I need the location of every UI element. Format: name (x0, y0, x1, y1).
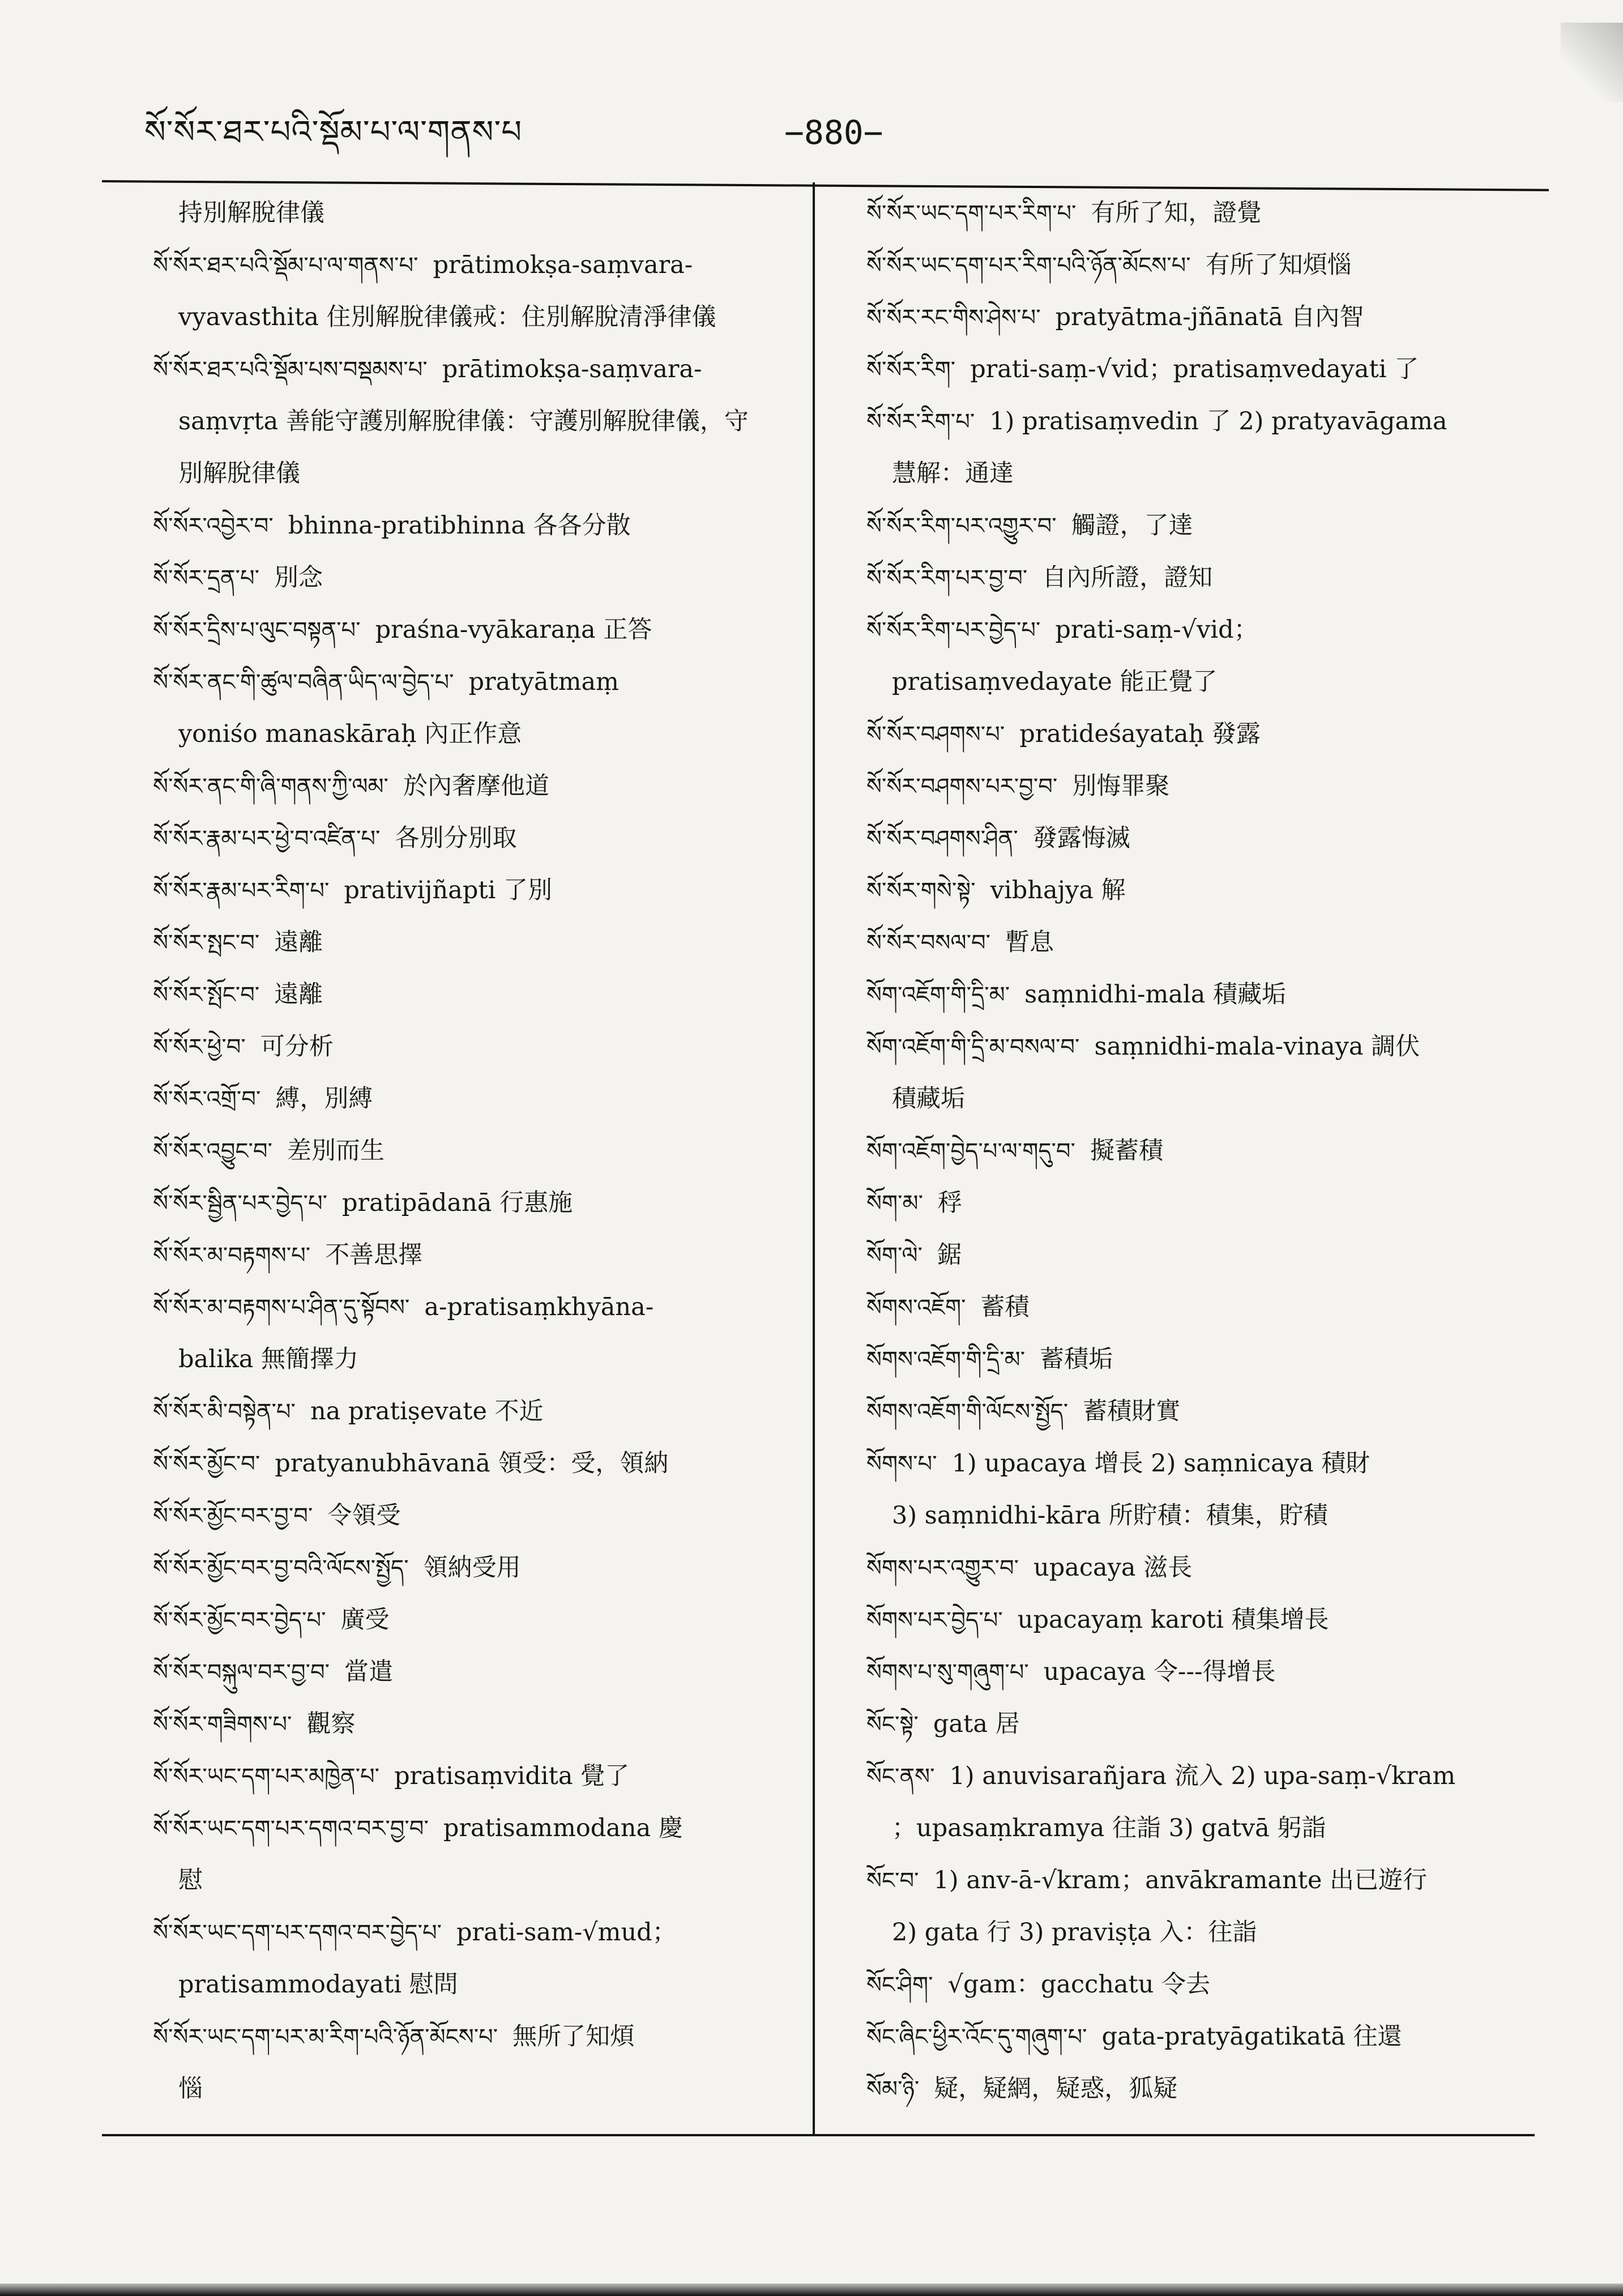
right-column (866, 187, 1523, 2115)
entry-gloss: 廣受 (340, 1606, 390, 1634)
tibetan-headword: སོགས་པ་སུ་གཞུག་པ་ (866, 1659, 1029, 1685)
dictionary-entry (866, 500, 1523, 552)
dictionary-entry (866, 1750, 1523, 1802)
entry-gloss: 擬蓄積 (1090, 1137, 1163, 1165)
entry-gloss: prati-saṃ-√vid；pratisaṃvedayati 了 (970, 355, 1419, 383)
dictionary-entry (153, 1021, 810, 1073)
tibetan-headword: སོགས་འཇོག་ (866, 1295, 966, 1321)
dictionary-entry (866, 1542, 1523, 1594)
dictionary-entry (153, 1698, 810, 1750)
dictionary-entry (153, 656, 810, 708)
entry-gloss: 暫息 (1005, 928, 1054, 957)
entry-gloss: 自內所證，證知 (1042, 564, 1213, 592)
tibetan-headword: སོ་སོར་རིག་པར་བྱེད་པ་ (866, 617, 1041, 643)
tibetan-headword: སོ་སོར་མི་བསྟེན་པ་ (153, 1399, 296, 1425)
entry-gloss: 1) pratisaṃvedin 了 2) pratyavāgama (989, 407, 1447, 436)
entry-continuation (866, 1906, 1523, 1958)
entry-gloss: 蓄積財實 (1083, 1397, 1181, 1426)
entry-gloss: 別念 (274, 564, 323, 592)
entry-gloss: 別悔罪聚 (1072, 772, 1170, 800)
entry-continuation (153, 1854, 810, 1906)
tibetan-headword: སོགས་པར་བྱེད་པ་ (866, 1607, 1003, 1633)
dictionary-entry (866, 968, 1523, 1021)
dictionary-entry (153, 604, 810, 656)
tibetan-headword: སོ་སོར་རིག་པ་ (866, 409, 975, 435)
tibetan-headword: སོ་སོར་འབྱུང་བ་ (153, 1138, 272, 1164)
dictionary-entry (866, 1281, 1523, 1333)
dictionary-entry (153, 1229, 810, 1281)
tibetan-headword: སོ་སོར་མྱོང་བར་བྱ་བ་ (153, 1503, 313, 1529)
entry-gloss: pratyātma-jñānatā 自內智 (1055, 303, 1364, 331)
entry-gloss: pratyātmaṃ (468, 668, 619, 696)
tibetan-headword: སོ་སོར་དྲིས་པ་ལུང་བསྟན་པ་ (153, 617, 361, 643)
dictionary-entry (153, 968, 810, 1021)
entry-gloss: 令領受 (327, 1501, 401, 1530)
dictionary-entry (866, 2063, 1523, 2115)
entry-gloss: gata-pratyāgatikatā 往還 (1101, 2022, 1402, 2051)
dictionary-entry (866, 1385, 1523, 1437)
dictionary-entry (866, 239, 1523, 291)
entry-gloss: pratisammodayati 慰問 (178, 1970, 458, 1999)
dictionary-entry (866, 1646, 1523, 1698)
dictionary-entry (153, 1177, 810, 1229)
scan-edge-shadow (0, 2284, 1623, 2296)
tibetan-headword: སོ་སོར་ཡང་དག་པར་མ་རིག་པའི་ཉོན་མོངས་པ་ (153, 2024, 498, 2050)
entry-gloss: yoniśo manaskāraḥ 內正作意 (178, 720, 522, 748)
entry-gloss: 蓄積垢 (1040, 1345, 1113, 1373)
dictionary-entry (866, 552, 1523, 604)
tibetan-headword: སོགས་པ་ (866, 1451, 937, 1477)
tibetan-headword: སོ་སོར་ནང་གི་ཚུལ་བཞིན་ཡིད་ལ་བྱེད་པ་ (153, 669, 454, 695)
tibetan-headword: སོང་ཤིག་ (866, 1972, 933, 1998)
entry-continuation (153, 2063, 810, 2115)
tibetan-headword: སོག་འཇོག་བྱེད་པ་ལ་གདུ་བ་ (866, 1138, 1075, 1164)
dictionary-entry (153, 864, 810, 916)
entry-gloss: upacaya 令---得增長 (1043, 1658, 1276, 1686)
dictionary-entry (153, 1385, 810, 1437)
dictionary-entry (866, 916, 1523, 968)
dictionary-entry (866, 1229, 1523, 1281)
dictionary-entry (153, 500, 810, 552)
dictionary-entry (153, 2011, 810, 2063)
entry-gloss: 遠離 (274, 980, 323, 1009)
entry-gloss: 3) saṃnidhi-kāra 所貯積：積集，貯積 (892, 1501, 1328, 1530)
entry-gloss: 慰 (178, 1866, 203, 1894)
entry-continuation (153, 447, 810, 500)
tibetan-headword: སོ་སོར་རིག་པར་བྱ་བ་ (866, 565, 1028, 591)
dictionary-entry (153, 1542, 810, 1594)
tibetan-headword: སོ་སོར་གསེ་སྟེ་ (866, 878, 976, 904)
dictionary-entry (153, 1802, 810, 1854)
tibetan-headword: སོང་ནས་ (866, 1764, 935, 1790)
entry-gloss: prativijñapti 了別 (344, 876, 553, 904)
entry-gloss: 可分析 (260, 1032, 334, 1061)
entry-gloss: pratipādanā 行惠施 (342, 1189, 573, 1217)
entry-gloss: 持別解脫律儀 (178, 199, 324, 227)
entry-gloss: gata 居 (933, 1710, 1020, 1738)
left-column (153, 187, 810, 2115)
tibetan-headword: སོ་སོར་ཡང་དག་པར་རིག་པའི་ཉོན་མོངས་པ་ (866, 253, 1191, 279)
tibetan-headword: སོག་ལེ་ (866, 1243, 922, 1269)
footer-rule (102, 2134, 1535, 2136)
tibetan-headword: སོ་སོར་བསལ་བ་ (866, 930, 991, 956)
entry-gloss: saṃnidhi-mala 積藏垢 (1024, 980, 1287, 1009)
entry-gloss: 各別分別取 (395, 824, 517, 852)
entry-gloss: bhinna-pratibhinna 各各分散 (288, 511, 631, 540)
dictionary-entry (866, 708, 1523, 760)
dictionary-entry (866, 864, 1523, 916)
entry-gloss: 蓄積 (980, 1293, 1030, 1321)
entry-gloss: 1) upacaya 增長 2) saṃnicaya 積財 (951, 1449, 1370, 1478)
dictionary-entry (866, 1594, 1523, 1646)
tibetan-headword: སོ་སོར་རིག་ (866, 357, 956, 383)
tibetan-headword: སོ་སོར་འགྲོ་བ་ (153, 1086, 261, 1112)
scan-corner-smudge (1561, 23, 1623, 102)
entry-gloss: pratisaṃvidita 覺了 (394, 1762, 630, 1790)
dictionary-entry (153, 1073, 810, 1125)
dictionary-entry (866, 812, 1523, 864)
dictionary-entry (866, 343, 1523, 395)
entry-gloss: 稃 (938, 1189, 963, 1217)
dictionary-entry (153, 1906, 810, 1958)
entry-continuation (866, 1802, 1523, 1854)
entry-gloss: 積藏垢 (892, 1085, 965, 1113)
dictionary-entry (153, 1594, 810, 1646)
dictionary-entry (866, 2011, 1523, 2063)
entry-gloss: prātimokṣa-saṃvara- (442, 355, 702, 383)
dictionary-entry (153, 1490, 810, 1542)
entry-gloss: 不善思擇 (325, 1241, 423, 1269)
entry-gloss: upacaya 滋長 (1033, 1554, 1193, 1582)
entry-gloss: 觸證，了達 (1071, 511, 1193, 540)
dictionary-entry (153, 1437, 810, 1490)
tibetan-headword: སོག་འཇོག་གི་དྲི་མ་ (866, 982, 1010, 1008)
tibetan-headword: སོ་སོར་ཡང་དག་པར་དགའ་བར་བྱ་བ་ (153, 1816, 429, 1842)
tibetan-headword: སོ་སོར་མ་བརྟགས་པ་ཤིན་དུ་སྟོབས་ (153, 1295, 410, 1321)
entry-gloss: prati-saṃ-√vid； (1055, 616, 1258, 644)
entry-gloss: pratyanubhāvanā 領受：受，領納 (275, 1449, 669, 1478)
page-number: −880− (784, 113, 883, 152)
entry-gloss: ；upasaṃkramya 往詣 3) gatvā 躬詣 (892, 1814, 1326, 1842)
tibetan-headword: སོ་སོར་ཐར་པའི་སྡོམ་པ་ལ་གནས་པ་ (153, 253, 418, 279)
tibetan-headword: སོ་སོར་ཕྱེ་བ་ (153, 1034, 246, 1060)
column-divider (813, 182, 815, 2134)
tibetan-headword: སོ་སོར་སྤོང་བ་ (153, 982, 260, 1008)
tibetan-headword: སོམ་ཉི་ (866, 2076, 920, 2102)
running-head: སོ་སོར་ཐར་པའི་སྡོམ་པ་ལ་གནས་པ (144, 114, 523, 151)
dictionary-entry (153, 1750, 810, 1802)
tibetan-headword: སོ་སོར་འབྱེར་བ་ (153, 513, 274, 539)
dictionary-entry (153, 1281, 810, 1333)
dictionary-entry (866, 1698, 1523, 1750)
entry-gloss: na pratiṣevate 不近 (310, 1397, 544, 1426)
entry-gloss: 無所了知煩 (512, 2022, 635, 2051)
tibetan-headword: སོ་སོར་མྱོང་བར་བྱེད་པ་ (153, 1607, 326, 1633)
tibetan-headword: སོང་སྟེ་ (866, 1712, 919, 1738)
entry-gloss: prātimokṣa-saṃvara- (433, 251, 693, 279)
dictionary-entry (866, 1854, 1523, 1906)
dictionary-entry (866, 760, 1523, 812)
entry-gloss: 2) gata 行 3) praviṣṭa 入：往詣 (892, 1918, 1257, 1947)
dictionary-entry (866, 1958, 1523, 2011)
dictionary-entry (866, 1125, 1523, 1177)
tibetan-headword: སོ་སོར་ཡང་དག་པར་མཁྱེན་པ་ (153, 1764, 380, 1790)
dictionary-entry (866, 1177, 1523, 1229)
entry-gloss: 別解脫律儀 (178, 459, 300, 488)
dictionary-entry (866, 1021, 1523, 1073)
dictionary-entry (153, 239, 810, 291)
entry-continuation (153, 708, 810, 760)
tibetan-headword: སོ་སོར་སྤང་བ་ (153, 930, 260, 956)
entry-gloss: pratisammodana 慶 (443, 1814, 683, 1842)
entry-continuation (153, 395, 810, 447)
tibetan-headword: སོ་སོར་དྲན་པ་ (153, 565, 259, 591)
entry-gloss: 遠離 (274, 928, 323, 957)
entry-continuation (153, 187, 810, 239)
tibetan-headword: སོ་སོར་ཡང་དག་པར་དགའ་བར་བྱེད་པ་ (153, 1920, 442, 1946)
entry-gloss: 觀察 (306, 1710, 356, 1738)
tibetan-headword: སོ་སོར་བཤགས་པ་ (866, 722, 1005, 748)
tibetan-headword: སོང་བ་ (866, 1868, 919, 1894)
dictionary-entry (866, 604, 1523, 656)
entry-continuation (153, 1958, 810, 2011)
entry-gloss: 1) anv-ā-√kram；anvākramante 出已遊行 (933, 1866, 1428, 1894)
tibetan-headword: སོ་སོར་བཤགས་པར་བྱ་བ་ (866, 774, 1058, 800)
tibetan-headword: སོ་སོར་སྦྱིན་པར་བྱེད་པ་ (153, 1190, 327, 1217)
entry-gloss: 惱 (178, 2075, 203, 2103)
entry-gloss: upacayaṃ karoti 積集增長 (1017, 1606, 1329, 1634)
tibetan-headword: སོ་སོར་ནང་གི་ཞི་གནས་ཀྱི་ལམ་ (153, 774, 388, 800)
dictionary-entry (153, 552, 810, 604)
tibetan-headword: སོ་སོར་རིག་པར་འགྱུར་བ་ (866, 513, 1057, 539)
dictionary-entry (153, 760, 810, 812)
dictionary-entry (153, 812, 810, 864)
entry-gloss: 縛，別縛 (275, 1085, 373, 1113)
tibetan-headword: སོ་སོར་མྱོང་བ་ (153, 1451, 260, 1477)
entry-gloss: prati-sam-√mud； (456, 1918, 677, 1947)
tibetan-headword: སོང་ཞིང་ཕྱིར་འོང་དུ་གཞུག་པ་ (866, 2024, 1087, 2050)
entry-gloss: 1) anuvisarañjara 流入 2) upa-saṃ-√kram (949, 1762, 1456, 1790)
entry-continuation (866, 1073, 1523, 1125)
tibetan-headword: སོགས་འཇོག་གི་དྲི་མ་ (866, 1347, 1026, 1373)
tibetan-headword: སོག་མ་ (866, 1190, 924, 1217)
entry-gloss: 慧解：通達 (892, 459, 1014, 488)
entry-continuation (866, 656, 1523, 708)
tibetan-headword: སོ་སོར་བཤགས་ཤིན་ (866, 826, 1018, 852)
entry-gloss: 領納受用 (423, 1554, 521, 1582)
entry-continuation (153, 1333, 810, 1385)
dictionary-entry (866, 1333, 1523, 1385)
tibetan-headword: སོ་སོར་བསྐུལ་བར་བྱ་བ་ (153, 1659, 330, 1685)
entry-gloss: 疑，疑網，疑惑，狐疑 (934, 2075, 1178, 2103)
entry-gloss: praśna-vyākaraṇa 正答 (375, 616, 652, 644)
dictionary-entry (153, 343, 810, 395)
tibetan-headword: སོ་སོར་ཡང་དག་པར་རིག་པ་ (866, 200, 1077, 227)
entry-gloss: vibhajya 解 (990, 876, 1126, 904)
tibetan-headword: སོག་འཇོག་གི་དྲི་མ་བསལ་བ་ (866, 1034, 1080, 1060)
entry-gloss: saṃnidhi-mala-vinaya 調伏 (1094, 1032, 1420, 1061)
entry-gloss: 當遣 (344, 1658, 394, 1686)
dictionary-entry (866, 395, 1523, 447)
entry-continuation (153, 291, 810, 343)
entry-continuation (866, 1490, 1523, 1542)
tibetan-headword: སོ་སོར་རྣམ་པར་ཕྱེ་བ་འཛིན་པ་ (153, 826, 381, 852)
dictionary-entry (866, 187, 1523, 239)
dictionary-entry (153, 1646, 810, 1698)
entry-gloss: 有所了知煩惱 (1205, 251, 1352, 279)
entry-gloss: 發露悔滅 (1032, 824, 1130, 852)
dictionary-entry (866, 291, 1523, 343)
tibetan-headword: སོགས་པར་འགྱུར་བ་ (866, 1555, 1019, 1581)
tibetan-headword: སོ་སོར་གཟིགས་པ་ (153, 1712, 292, 1738)
dictionary-entry (153, 916, 810, 968)
entry-gloss: saṃvṛta 善能守護別解脫律儀：守護別解脫律儀，守 (178, 407, 749, 436)
entry-gloss: a-pratisaṃkhyāna- (424, 1293, 654, 1321)
dictionary-entry (866, 1437, 1523, 1490)
tibetan-headword: སོགས་འཇོག་གི་ལོངས་སྤྱོད་ (866, 1399, 1069, 1425)
entry-gloss: 有所了知，證覺 (1091, 199, 1262, 227)
tibetan-headword: སོ་སོར་མྱོང་བར་བྱ་བའི་ལོངས་སྤྱོད་ (153, 1555, 409, 1581)
entry-gloss: 於內奢摩他道 (403, 772, 549, 800)
tibetan-headword: སོ་སོར་མ་བརྟགས་པ་ (153, 1243, 311, 1269)
tibetan-headword: སོ་སོར་རྣམ་པར་རིག་པ་ (153, 878, 330, 904)
tibetan-headword: སོ་སོར་ཐར་པའི་སྡོམ་པས་བསྡམས་པ་ (153, 357, 428, 383)
entry-gloss: balika 無簡擇力 (178, 1345, 359, 1373)
entry-gloss: pratideśayataḥ 發露 (1019, 720, 1261, 748)
entry-gloss: pratisaṃvedayate 能正覺了 (892, 668, 1218, 696)
entry-gloss: 鋸 (937, 1241, 962, 1269)
entry-continuation (866, 447, 1523, 500)
tibetan-headword: སོ་སོར་རང་གིས་ཤེས་པ་ (866, 305, 1041, 331)
entry-gloss: 差別而生 (287, 1137, 385, 1165)
dictionary-entry (153, 1125, 810, 1177)
entry-gloss: vyavasthita 住別解脫律儀戒：住別解脫清淨律儀 (178, 303, 716, 331)
entry-gloss: √gam：gacchatu 令去 (947, 1970, 1211, 1999)
